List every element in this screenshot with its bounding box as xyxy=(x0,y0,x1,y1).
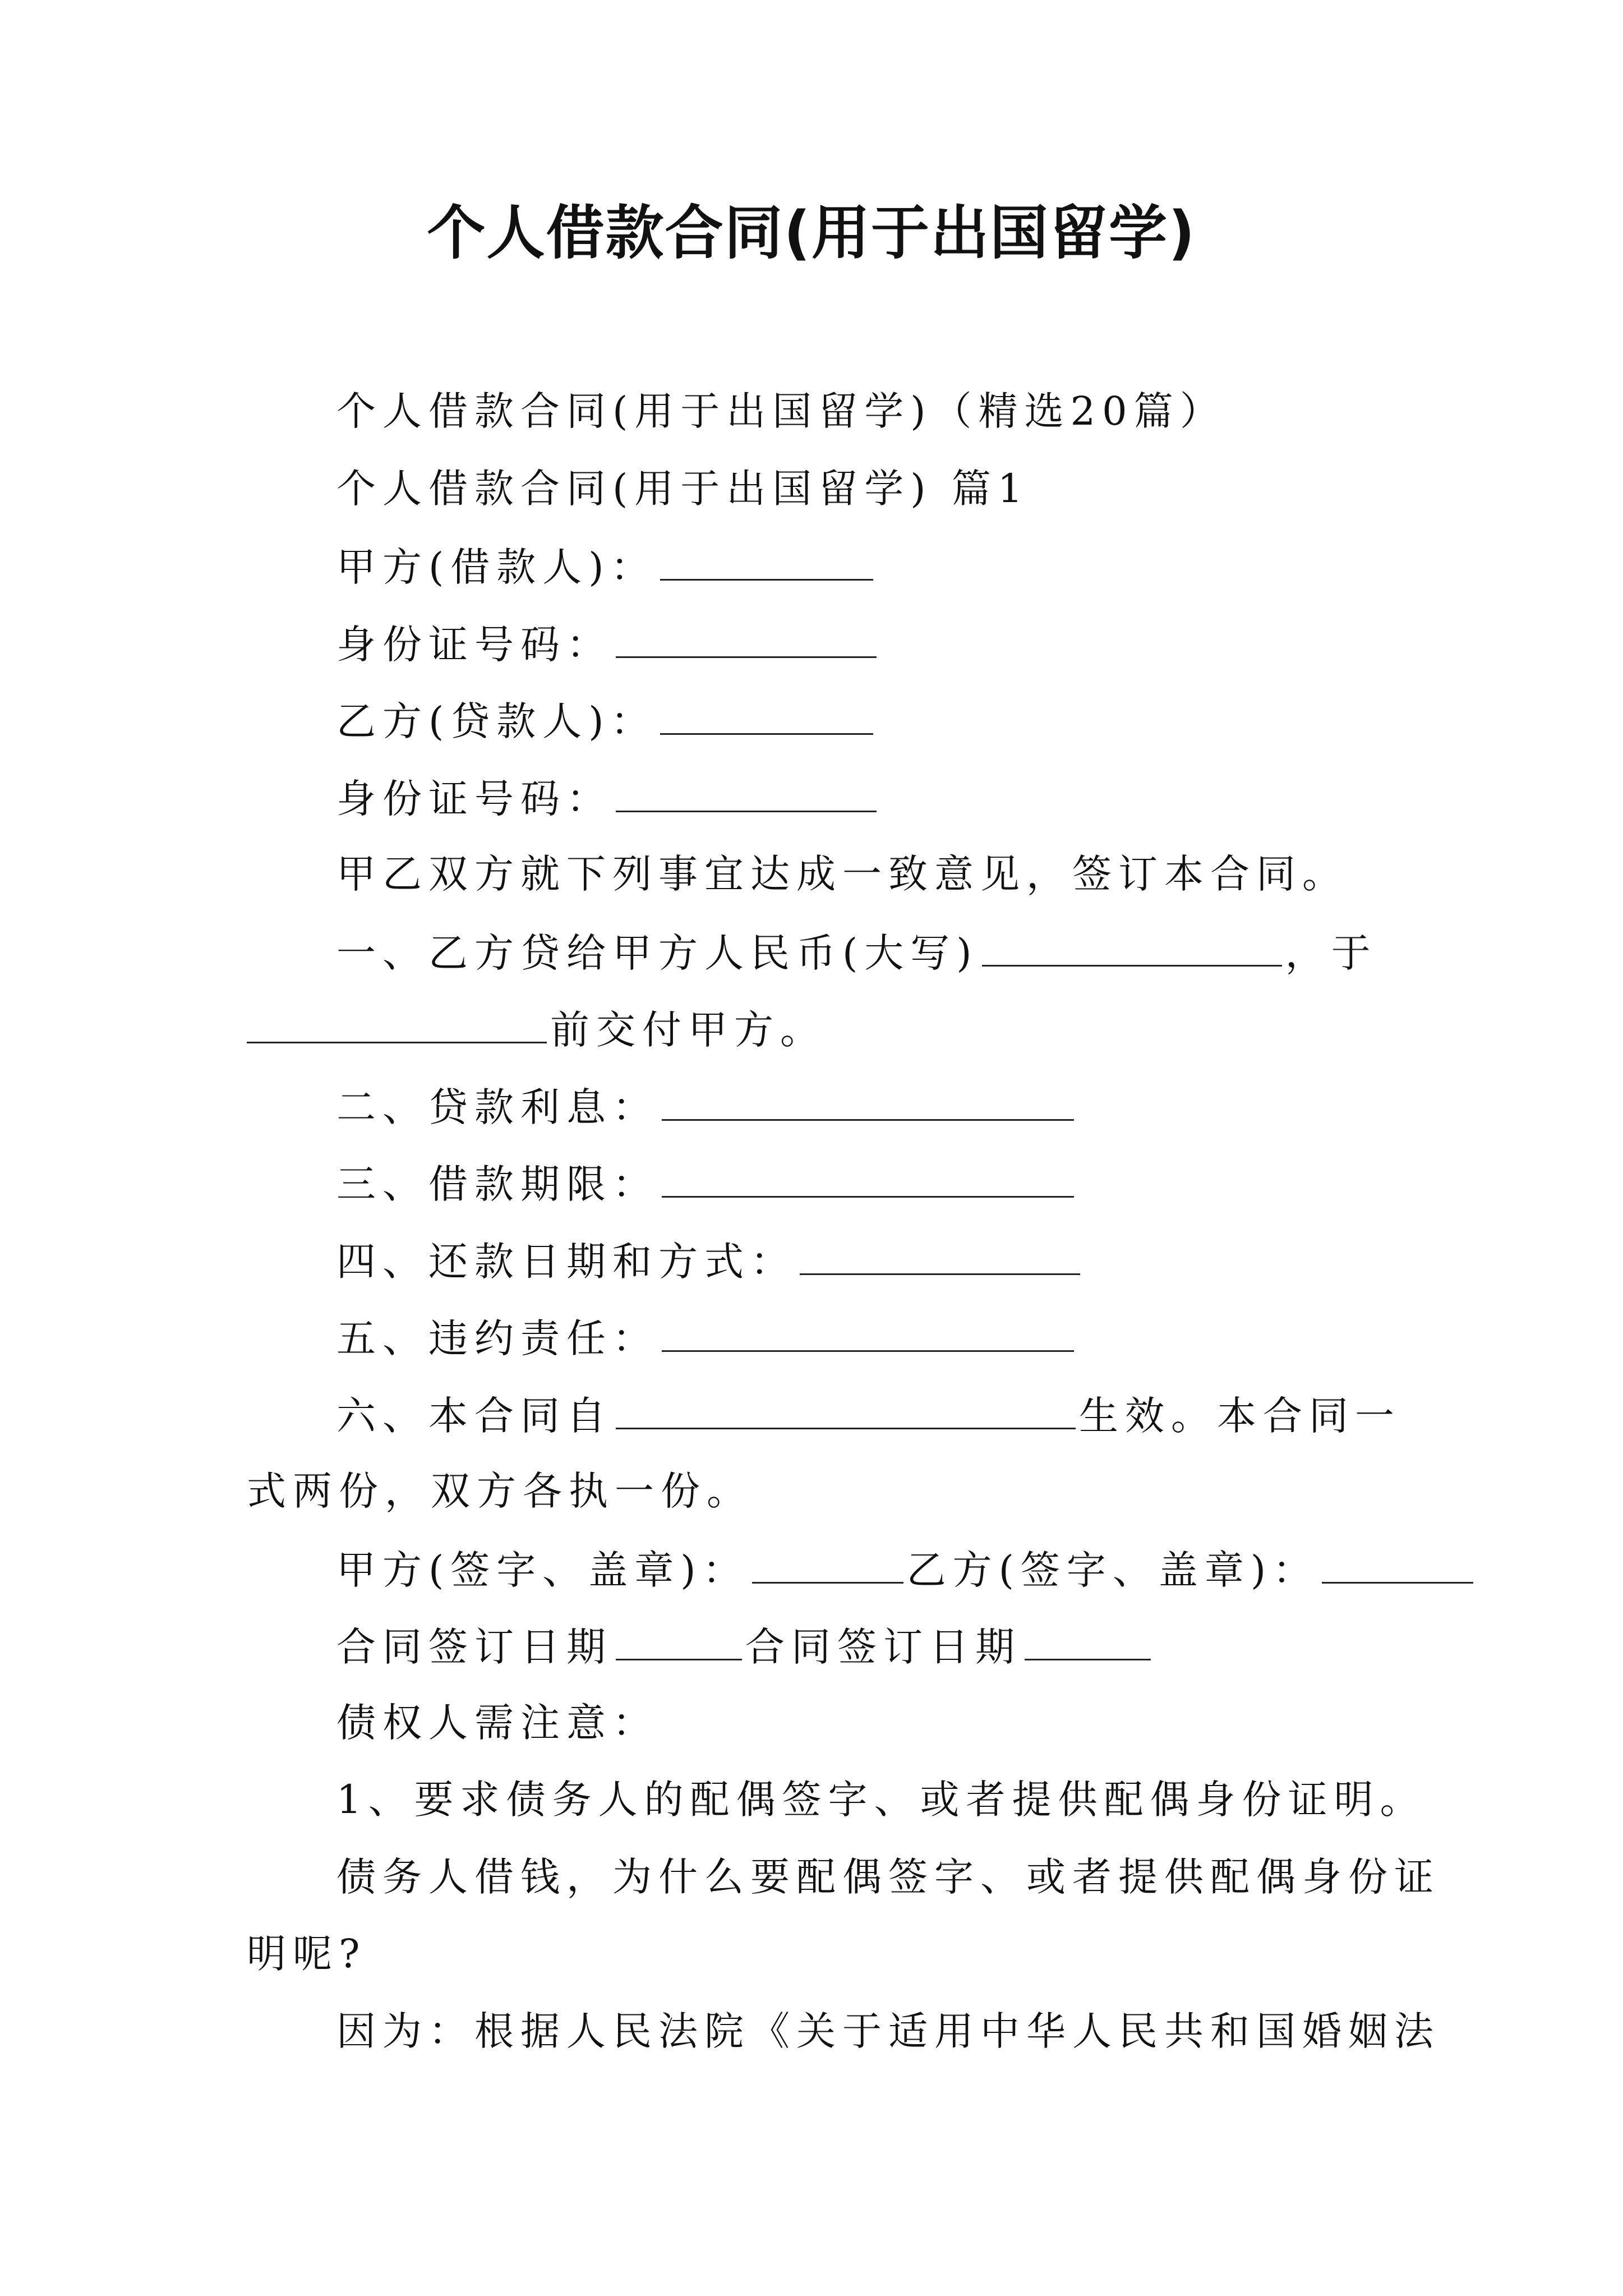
party-a-name-blank[interactable] xyxy=(660,537,873,581)
explanation-paragraph xyxy=(336,1849,1440,1905)
clause-1-continuation xyxy=(247,1000,826,1058)
section-heading-text: 个人借款合同(用于出国留学) 篇1 xyxy=(336,466,1030,512)
clause-5-row xyxy=(336,1309,1077,1366)
explanation-line-2: 明呢? xyxy=(247,1931,367,1977)
clause-3-text: 三、借款期限： xyxy=(336,1161,658,1207)
party-b-name-row xyxy=(336,692,877,749)
notice-item-1 xyxy=(336,1772,1426,1828)
delivery-date-blank[interactable] xyxy=(247,1000,547,1043)
loan-term-blank[interactable] xyxy=(662,1154,1074,1198)
party-b-signature-blank[interactable] xyxy=(1322,1540,1473,1584)
clause-5-text: 五、违约责任： xyxy=(336,1315,658,1361)
signing-date-label-b: 合同签订日期 xyxy=(745,1624,1021,1670)
reason-paragraph xyxy=(336,2003,1440,2059)
signing-date-label-a: 合同签订日期 xyxy=(336,1624,612,1670)
signing-date-row xyxy=(336,1617,1154,1675)
party-b-signature-label: 乙方(签字、盖章)： xyxy=(906,1547,1319,1593)
party-a-name-row xyxy=(336,537,877,595)
explanation-line-1: 债务人借钱，为什么要配偶签字、或者提供配偶身份证 xyxy=(336,1854,1440,1900)
clause-1-end-text: 前交付甲方。 xyxy=(550,1007,826,1053)
notice-item-1-text: 1、要求债务人的配偶签字、或者提供配偶身份证明。 xyxy=(336,1777,1426,1823)
clause-2-row xyxy=(336,1078,1077,1135)
agreement-text: 甲乙双方就下列事宜达成一致意见，签订本合同。 xyxy=(336,851,1348,897)
clause-6-tail: 生效。本合同一 xyxy=(1079,1393,1401,1439)
clause-6-continuation xyxy=(247,1463,753,1519)
clause-3-row xyxy=(336,1154,1077,1212)
clause-4-row xyxy=(336,1232,1083,1290)
party-a-signature-blank[interactable] xyxy=(752,1540,903,1584)
party-a-label: 甲方(借款人)： xyxy=(336,544,657,590)
clause-6-text: 六、本合同自 xyxy=(336,1393,612,1439)
party-b-id-blank[interactable] xyxy=(616,769,877,812)
subtitle-collection xyxy=(336,383,1226,439)
clause-6-row xyxy=(336,1386,1401,1444)
party-a-id-row xyxy=(336,615,880,673)
signature-row xyxy=(336,1540,1477,1598)
document-title: 个人借款合同(用于出国留学) xyxy=(427,199,1196,267)
party-a-id-blank[interactable] xyxy=(616,615,877,658)
signing-date-blank-b[interactable] xyxy=(1025,1617,1151,1660)
section-heading-part1 xyxy=(336,461,1029,517)
clause-2-text: 二、贷款利息： xyxy=(336,1084,658,1130)
party-a-id-label: 身份证号码： xyxy=(336,622,612,668)
clause-6-end-text: 式两份，双方各执一份。 xyxy=(247,1468,753,1514)
subtitle-text: 个人借款合同(用于出国留学)（精选20篇） xyxy=(336,388,1226,434)
creditor-notice-heading xyxy=(336,1695,658,1751)
party-a-signature-label: 甲方(签字、盖章)： xyxy=(336,1547,749,1593)
clause-1-row xyxy=(336,923,1377,981)
agreement-statement xyxy=(336,846,1348,902)
liability-blank[interactable] xyxy=(662,1309,1074,1352)
clause-1-connector: ，于 xyxy=(1285,930,1377,976)
creditor-notice-text: 债权人需注意： xyxy=(336,1700,658,1746)
party-b-name-blank[interactable] xyxy=(660,692,873,735)
explanation-continuation xyxy=(247,1926,367,1982)
repayment-blank[interactable] xyxy=(800,1232,1080,1275)
clause-4-text: 四、还款日期和方式： xyxy=(336,1239,796,1285)
reason-line-1: 因为：根据人民法院《关于适用中华人民共和国婚姻法 xyxy=(336,2008,1440,2054)
effective-date-blank[interactable] xyxy=(616,1386,1076,1429)
loan-amount-blank[interactable] xyxy=(982,923,1282,967)
party-b-label: 乙方(贷款人)： xyxy=(336,698,657,744)
signing-date-blank-a[interactable] xyxy=(616,1617,742,1660)
interest-blank[interactable] xyxy=(662,1078,1074,1121)
party-b-id-label: 身份证号码： xyxy=(336,776,612,822)
clause-1-text: 一、乙方贷给甲方人民币(大写) xyxy=(336,930,979,976)
party-b-id-row xyxy=(336,769,880,827)
